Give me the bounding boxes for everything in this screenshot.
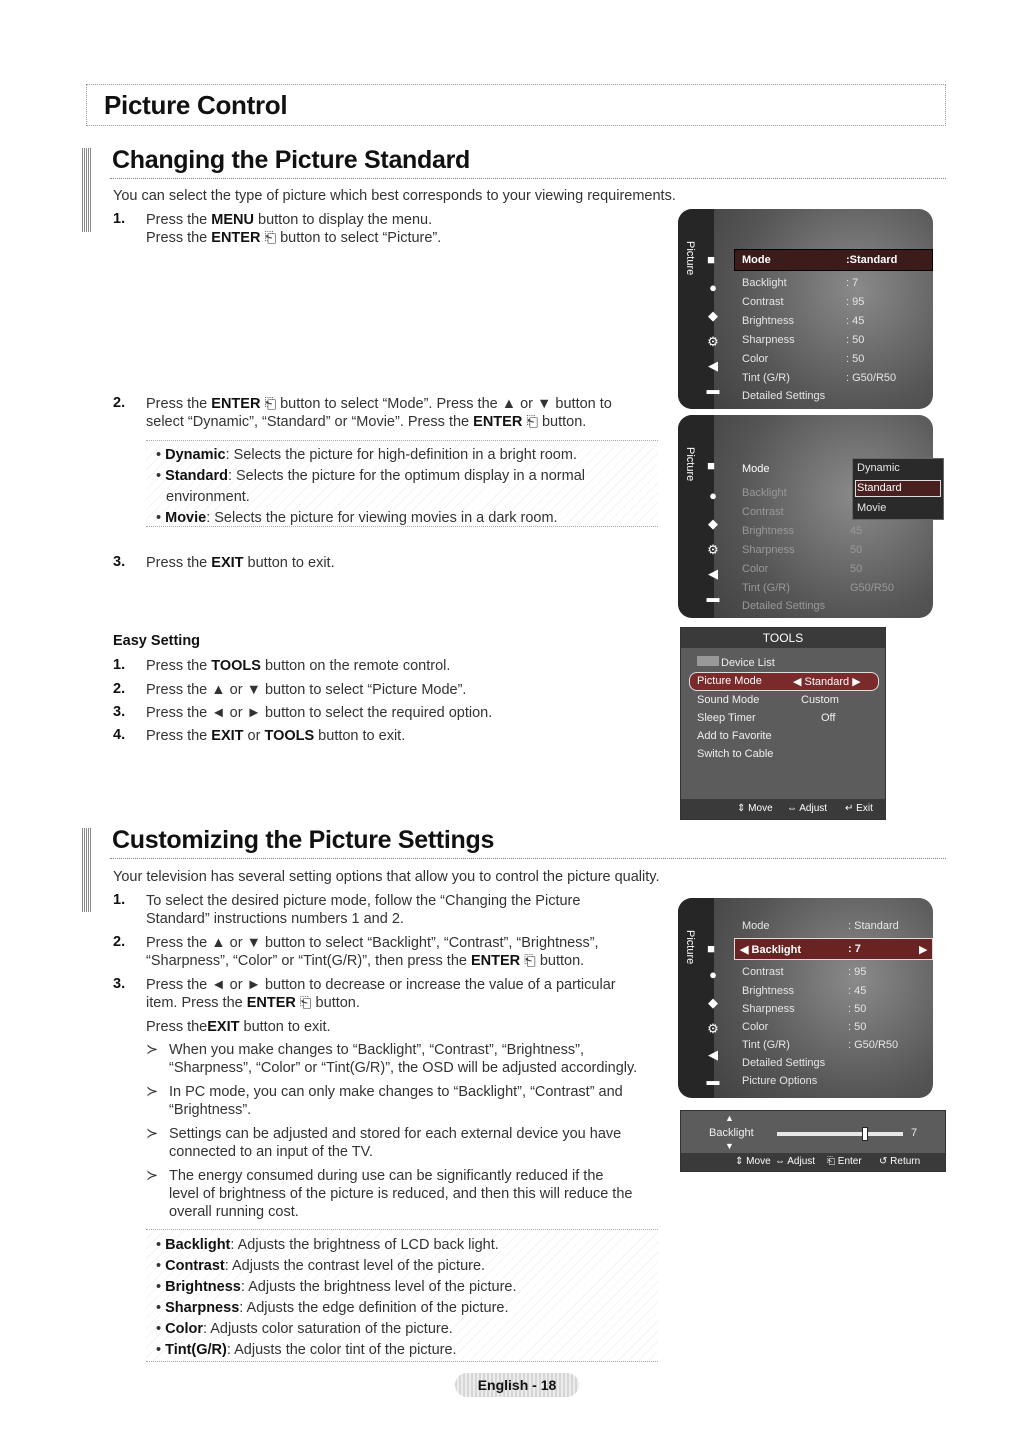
menu-item[interactable]: Picture Options <box>742 1075 818 1087</box>
step-number: 3. <box>113 976 126 992</box>
adjust-panel <box>680 1110 946 1172</box>
note-list <box>156 445 585 529</box>
input-icon: ◀ <box>708 358 718 373</box>
section-intro: Your television has several setting options that allow you to control the picture quality. <box>113 869 660 885</box>
picture-icon: ■ <box>707 458 715 473</box>
tips-list <box>146 1041 666 1221</box>
arrow-left-icon: ◀ <box>740 944 752 956</box>
move-hint: ⇕ Move <box>737 803 773 814</box>
section-divider <box>110 858 946 859</box>
menu-item-mode[interactable]: Mode <box>742 254 771 266</box>
tv-menu-screenshot <box>678 209 933 409</box>
list-item: • Standard: Selects the picture for the optimum display in a normal <box>156 468 585 484</box>
adjust-label: Backlight <box>709 1127 754 1139</box>
channel-icon: ◆ <box>708 995 718 1010</box>
enter-icon: ⎗ <box>260 396 277 412</box>
setup-icon: ⚙ <box>707 542 719 557</box>
step-text: Press the ▲ or ▼ button to select “Picture Mode”. <box>146 682 467 698</box>
tv-side-label: Picture <box>684 447 696 482</box>
list-item: • Brightness: Adjusts the brightness level of the picture. <box>156 1279 517 1295</box>
picture-icon: ■ <box>707 252 715 267</box>
note-arrow-icon: ≻ <box>146 1168 159 1184</box>
step-number: 2. <box>113 681 126 697</box>
menu-item[interactable]: Color <box>742 563 769 575</box>
list-item: • Sharpness: Adjusts the edge definition of the picture. <box>156 1300 509 1316</box>
list-item: • Dynamic: Selects the picture for high-definition in a bright room. <box>156 447 577 463</box>
step-text: Press the ENTER ⎗ button to select “Mode”. Press the ▲ or ▼ button to select “Dynamic”, “Standard” or “Movie”. Press the ENTER ⎗ button. <box>146 396 612 430</box>
note-arrow-icon: ≻ <box>146 1084 159 1100</box>
channel-icon: ◆ <box>708 308 718 323</box>
menu-item[interactable]: Detailed Settings <box>742 1057 826 1069</box>
tools-item[interactable]: Device List <box>697 656 775 669</box>
menu-item[interactable]: Backlight <box>742 277 787 289</box>
menu-value: : 45 <box>846 315 865 327</box>
section-intro: You can select the type of picture which best corresponds to your viewing requirements. <box>113 188 676 204</box>
tools-value: ◀ Standard ▶ <box>793 676 861 688</box>
adjust-hint: ⇔ Adjust <box>775 1156 816 1167</box>
tv-side-label: Picture <box>684 241 696 276</box>
menu-item[interactable]: Sharpness <box>742 544 795 556</box>
arrow-right-icon: ▶ <box>849 676 861 688</box>
step-number: 1. <box>113 892 126 908</box>
exit-hint: ↵ Exit <box>845 803 873 814</box>
adjust-hint: ⇔ Adjust <box>787 803 828 814</box>
tools-item[interactable]: Sleep Timer <box>697 712 756 724</box>
menu-value: : G50/R50 <box>846 372 897 384</box>
tools-item[interactable]: Sound Mode <box>697 694 760 706</box>
menu-item[interactable]: Contrast <box>742 296 784 308</box>
application-icon: ▬ <box>706 382 720 397</box>
application-icon: ▬ <box>706 1073 720 1088</box>
enter-icon: ⎗ <box>520 953 536 969</box>
step-text: Press the TOOLS button on the remote control. <box>146 658 451 674</box>
menu-value: : 50 <box>846 334 865 346</box>
list-item: • Contrast: Adjusts the contrast level of the picture. <box>156 1258 486 1274</box>
page-title: Picture Control <box>104 90 288 120</box>
menu-value: G50/R50 <box>850 582 895 594</box>
step-number: 2. <box>113 395 126 411</box>
enter-icon: ⎗ <box>295 995 312 1011</box>
move-hint: ⇕ Move <box>735 1156 771 1167</box>
sound-icon: ● <box>709 280 717 295</box>
tools-item[interactable]: Switch to Cable <box>697 748 774 760</box>
list-item: • Movie: Selects the picture for viewing movies in a dark room. <box>156 510 558 526</box>
sound-icon: ● <box>709 967 717 982</box>
menu-value: : 95 <box>846 296 865 308</box>
note-list <box>156 1235 517 1361</box>
menu-value: : 50 <box>848 1021 867 1033</box>
dropdown-option[interactable]: Dynamic <box>857 462 900 474</box>
tools-footer <box>681 799 885 819</box>
menu-value: : 7 <box>848 943 861 955</box>
menu-item[interactable]: Color <box>742 353 769 365</box>
menu-item-backlight[interactable]: ◀ Backlight <box>740 944 802 956</box>
menu-value: 45 <box>850 525 863 537</box>
arrow-left-icon: ◀ <box>793 676 805 688</box>
list-item: • Backlight: Adjusts the brightness of LCD back light. <box>156 1237 499 1253</box>
menu-item[interactable]: Mode <box>742 920 770 932</box>
step-number: 3. <box>113 704 126 720</box>
list-item: ≻ In PC mode, you can only make changes to “Backlight”, “Contrast” and “Brightness”. <box>146 1084 623 1118</box>
menu-value: : Standard <box>848 920 899 932</box>
return-hint: ↺ Return <box>879 1156 921 1167</box>
step-number: 1. <box>113 657 126 673</box>
step-text: Press the EXIT button to exit. <box>146 555 335 571</box>
menu-item[interactable]: Contrast <box>742 966 784 978</box>
arrow-right-icon: ▶ <box>919 944 928 956</box>
section-title: Changing the Picture Standard <box>112 146 470 174</box>
menu-item[interactable]: Color <box>742 1021 769 1033</box>
step-number: 3. <box>113 554 126 570</box>
list-item: • Color: Adjusts color saturation of the picture. <box>156 1321 453 1337</box>
device-list-icon <box>697 656 719 666</box>
enter-icon: ⎗ <box>522 414 538 430</box>
note-arrow-icon: ≻ <box>146 1126 159 1142</box>
menu-value: :Standard <box>846 254 898 266</box>
menu-item[interactable]: Tint (G/R) <box>742 1039 790 1051</box>
menu-value: : 95 <box>848 966 867 978</box>
list-item: ≻ The energy consumed during use can be significantly reduced if the level of brightness of the picture is reduced, and then this will reduce the overall running cost. <box>146 1168 633 1220</box>
application-icon: ▬ <box>706 590 720 605</box>
menu-item[interactable]: Brightness <box>742 525 794 537</box>
menu-value: : 50 <box>848 1003 867 1015</box>
mode-dropdown[interactable] <box>852 458 944 520</box>
tv-menu-screenshot <box>678 898 933 1098</box>
step-text: Press the ◄ or ► button to decrease or increase the value of a particular item. Press the ENTER ⎗ button. Press theEXIT button to exit. <box>146 977 616 1035</box>
dropdown-option[interactable]: Standard <box>857 482 902 494</box>
menu-item[interactable]: Brightness <box>742 985 794 997</box>
slider-handle[interactable] <box>862 1127 868 1141</box>
tools-title: TOOLS <box>681 628 885 648</box>
menu-value: : 50 <box>846 353 865 365</box>
list-item: • Tint(G/R): Adjusts the color tint of the picture. <box>156 1342 457 1358</box>
enter-hint: ⎗ Enter <box>827 1156 862 1167</box>
tools-value: Custom <box>801 694 839 706</box>
dropdown-option[interactable]: Movie <box>857 502 887 514</box>
step-text: Press the MENU button to display the menu. Press the ENTER ⎗ button to select “Picture”. <box>146 212 442 246</box>
adjust-value: 7 <box>911 1127 918 1139</box>
menu-item[interactable]: Detailed Settings <box>742 390 826 402</box>
list-item: ≻ When you make changes to “Backlight”, “Contrast”, “Brightness”, “Sharpness”, “Color” or “Tint(G/R)”, the OSD will be adjusted accordingly. <box>146 1042 638 1076</box>
step-text: Press the ▲ or ▼ button to select “Backlight”, “Contrast”, “Brightness”, “Sharpness”, “Color” or “Tint(G/R)”, then press the ENTER ⎗ button. <box>146 935 599 969</box>
note-arrow-icon: ≻ <box>146 1042 159 1058</box>
step-text: Press the ◄ or ► button to select the required option. <box>146 705 493 721</box>
menu-value: 50 <box>850 544 863 556</box>
menu-value: : G50/R50 <box>848 1039 899 1051</box>
step-text: To select the desired picture mode, follow the “Changing the Picture Standard” instructions numbers 1 and 2. <box>146 893 581 927</box>
section-marker <box>82 828 92 912</box>
list-item: environment. <box>166 489 250 505</box>
menu-item[interactable]: Backlight <box>742 487 787 499</box>
sound-icon: ● <box>709 488 717 503</box>
easy-setting-title: Easy Setting <box>113 633 201 649</box>
menu-item[interactable]: Brightness <box>742 315 794 327</box>
arrow-down-icon: ▼ <box>725 1141 734 1151</box>
menu-item[interactable]: Tint (G/R) <box>742 582 790 594</box>
arrow-up-icon: ▲ <box>725 1113 734 1123</box>
tools-panel <box>680 627 886 820</box>
step-number: 4. <box>113 727 126 743</box>
menu-item[interactable]: Sharpness <box>742 334 795 346</box>
tools-item[interactable]: Picture Mode <box>697 675 762 687</box>
adjust-footer <box>681 1153 945 1171</box>
enter-icon: ⎗ <box>260 230 277 246</box>
input-icon: ◀ <box>708 1047 718 1062</box>
section-title: Customizing the Picture Settings <box>112 826 495 854</box>
page-number: English - 18 <box>455 1373 579 1397</box>
setup-icon: ⚙ <box>707 334 719 349</box>
menu-item[interactable]: Detailed Settings <box>742 600 826 612</box>
setup-icon: ⚙ <box>707 1021 719 1036</box>
section-marker <box>82 148 92 232</box>
tools-value: Off <box>821 712 836 724</box>
menu-item[interactable]: Sharpness <box>742 1003 795 1015</box>
channel-icon: ◆ <box>708 516 718 531</box>
menu-value: : 45 <box>848 985 867 997</box>
input-icon: ◀ <box>708 566 718 581</box>
tools-item[interactable]: Add to Favorite <box>697 730 772 742</box>
menu-item[interactable]: Contrast <box>742 506 784 518</box>
menu-item[interactable]: Tint (G/R) <box>742 372 790 384</box>
list-item: ≻ Settings can be adjusted and stored for each external device you have connected to an input of the TV. <box>146 1126 622 1160</box>
step-number: 1. <box>113 211 126 227</box>
menu-item-mode[interactable]: Mode <box>742 463 770 475</box>
adjust-slider[interactable] <box>777 1132 903 1136</box>
step-text: Press the EXIT or TOOLS button to exit. <box>146 728 406 744</box>
menu-value: 50 <box>850 563 863 575</box>
section-divider <box>110 178 946 179</box>
tv-side-label: Picture <box>684 930 696 965</box>
menu-value: : 7 <box>846 277 859 289</box>
step-number: 2. <box>113 934 126 950</box>
picture-icon: ■ <box>707 941 715 956</box>
